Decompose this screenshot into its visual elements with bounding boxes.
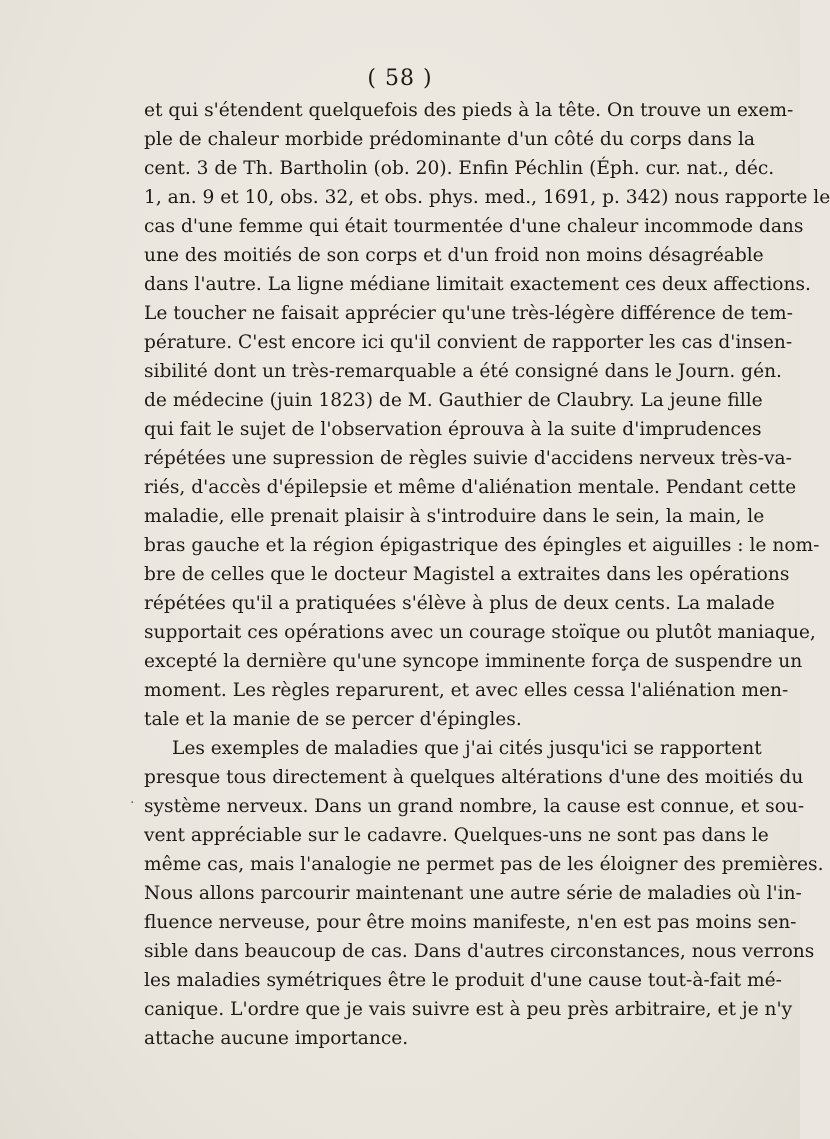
text-line: tale et la manie de se percer d'épingles. [144,709,522,730]
text-line: qui fait le sujet de l'observation éprouva à la suite d'imprudences [144,419,762,440]
text-line: sibilité dont un très-remarquable a été consigné dans le Journ. gén. [144,361,782,382]
text-line: Nous allons parcourir maintenant une autre série de maladies où l'in- [144,883,802,904]
text-line: les maladies symétriques être le produit d'une cause tout-à-fait mé- [144,970,782,991]
text-line: Le toucher ne faisait apprécier qu'une très-légère différence de tem- [144,303,793,324]
text-line: une des moitiés de son corps et d'un froid non moins désagréable [144,245,764,266]
text-line: ple de chaleur morbide prédominante d'un côté du corps dans la [144,129,756,150]
text-line: sible dans beaucoup de cas. Dans d'autres circonstances, nous verrons [144,941,815,962]
text-line: pérature. C'est encore ici qu'il convient de rapporter les cas d'insen- [144,332,793,353]
text-line: de médecine (juin 1823) de M. Gauthier de Claubry. La jeune fille [144,390,763,411]
text-line: bras gauche et la région épigastrique des épingles et aiguilles : le nom- [144,535,820,556]
text-line: riés, d'accès d'épilepsie et même d'aliénation mentale. Pendant cette [144,477,797,498]
text-line: presque tous directement à quelques altérations d'une des moitiés du [144,767,804,788]
text-line: excepté la dernière qu'une syncope imminente força de suspendre un [144,651,803,672]
text-line: canique. L'ordre que je vais suivre est à peu près arbitraire, et je n'y [144,999,793,1020]
text-line: bre de celles que le docteur Magistel a extraites dans les opérations [144,564,790,585]
text-line: même cas, mais l'analogie ne permet pas de les éloigner des premières. [144,854,824,875]
page-number: ( 58 ) [367,66,433,91]
margin-mark: · [130,795,135,811]
text-line: répétées une supression de règles suivie d'accidens nerveux très-va- [144,448,792,469]
text-line: attache aucune importance. [144,1028,409,1049]
text-line: cas d'une femme qui était tourmentée d'une chaleur incommode dans [144,216,804,237]
text-line: et qui s'étendent quelquefois des pieds à la tête. On trouve un exem- [144,100,794,121]
text-line: 1, an. 9 et 10, obs. 32, et obs. phys. med., 1691, p. 342) nous rapporte le [144,187,830,208]
text-line: cent. 3 de Th. Bartholin (ob. 20). Enfin Péchlin (Éph. cur. nat., déc. [144,158,775,179]
text-line: vent appréciable sur le cadavre. Quelques-uns ne sont pas dans le [144,825,769,846]
text-line: système nerveux. Dans un grand nombre, la cause est connue, et sou- [144,796,805,817]
text-line: dans l'autre. La ligne médiane limitait exactement ces deux affections. [144,274,811,295]
text-line: Les exemples de maladies que j'ai cités jusqu'ici se rapportent [172,738,762,759]
text-line: maladie, elle prenait plaisir à s'introduire dans le sein, la main, le [144,506,765,527]
text-line: fluence nerveuse, pour être moins manifeste, n'en est pas moins sen- [144,912,797,933]
text-line: supportait ces opérations avec un courage stoïque ou plutôt maniaque, [144,622,816,643]
body-text [144,96,830,1053]
text-line: répétées qu'il a pratiquées s'élève à plus de deux cents. La malade [144,593,775,614]
text-line: moment. Les règles reparurent, et avec elles cessa l'aliénation men- [144,680,789,701]
